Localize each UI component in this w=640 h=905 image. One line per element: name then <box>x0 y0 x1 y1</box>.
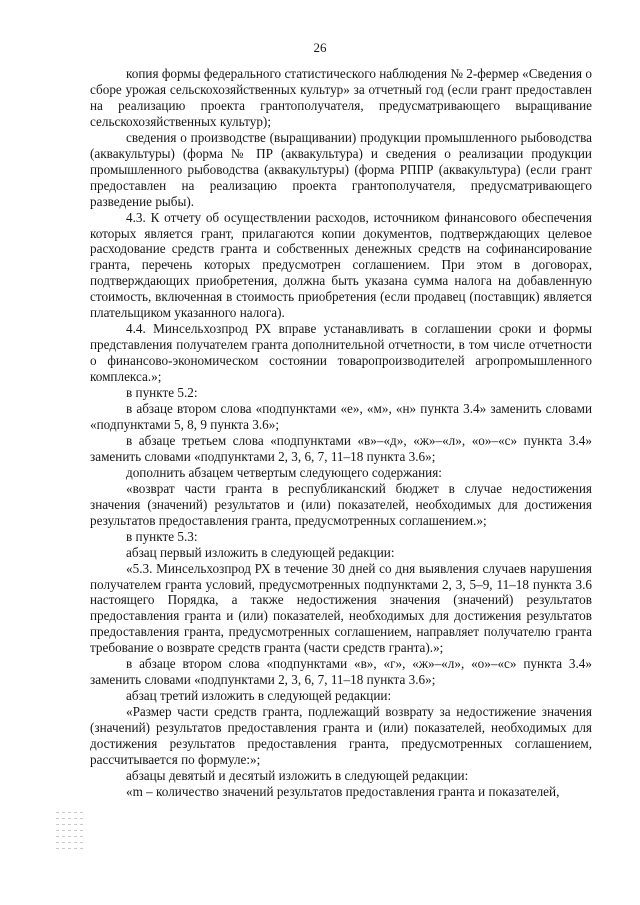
paragraph-5-2-third: в абзаце третьем слова «подпунктами «в»–«д», «ж»–«л», «о»–«с» пункта 3.4» заменить словами «подпунктами 2, 3, 6, 7, 11–18 пункта 3.6»; <box>90 432 592 464</box>
paragraph-return-amount: «Размер части средств гранта, подлежащий возврату за недостижение значения (значений) результатов предоставления гранта и (или) показателей, необходимых для достижения результатов предоставления гранта, предусмотренных соглашением, рассчитывается по формуле:»; <box>90 704 592 767</box>
paragraph-5-3-second: в абзаце втором слова «подпунктами «в», «г», «ж»–«л», «о»–«с» пункта 3.4» заменить словами «подпунктами 2, 3, 6, 7, 11–18 пункта 3.6»; <box>90 656 592 688</box>
paragraph-m-definition: «m – количество значений результатов предоставления гранта и показателей, <box>126 783 560 799</box>
paragraph-point-5-2: в пункте 5.2: <box>126 385 198 401</box>
paragraph-4-3: 4.3. К отчету об осуществлении расходов, источником финансового обеспечения которых является грант, прилагаются копии документов, подтверждающих целевое расходование средств гранта и собственных денежных средств на софинансирование гранта, перечень которых предусмотрен соглашением. При этом в договорах, подтверждающих приобретения, должна быть указана сумма налога на добавленную стоимость, включенная в стоимость приобретения (если продавец (поставщик) является плательщиком указанного налога). <box>90 209 592 321</box>
paragraph-aquaculture-info: сведения о производстве (выращивании) продукции промышленного рыбоводства (аквакультуры) (форма № ПР (аквакультура) и сведения о реализации продукции промышленного рыбоводства (аквакультуры) (форма РППР (аквакультура) (если грант предоставлен на реализацию проекта грантополучателя, предусматривающего разведение рыбы). <box>90 129 592 209</box>
paragraph-5-2-second: в абзаце втором слова «подпунктами «е», «м», «н» пункта 3.4» заменить словами «подпунктами 5, 8, 9 пункта 3.6»; <box>90 401 592 432</box>
scan-margin-mark <box>56 812 86 864</box>
paragraph-4-4: 4.4. Минсельхозпрод РХ вправе устанавливать в соглашении сроки и формы представления получателем гранта дополнительной отчетности, в том числе отчетности о финансово-экономическом состоянии товаропроизводителей агропромышленного комплекса.»; <box>90 321 592 385</box>
paragraph-point-5-3: в пункте 5.3: <box>126 528 198 544</box>
paragraph-5-3-text: «5.3. Минсельхозпрод РХ в течение 30 дней со дня выявления случаев нарушения получателем гранта условий, предусмотренных подпунктами 2, 3, 5–9, 11–18 пункта 3.6 настоящего Порядка, а также недостижения значения (значений) результатов предоставления гранта и (или) показателей, необходимых для достижения результатов предоставления гранта, предусмотренных соглашением, направляет получателю гранта требование о возврате средств гранта (части средств гранта).»; <box>90 560 592 656</box>
paragraph-add-fourth: дополнить абзацем четвертым следующего содержания: <box>126 464 442 480</box>
paragraph-form-2-fermer: копия формы федерального статистического наблюдения № 2-фермер «Сведения о сборе урожая сельскохозяйственных культур» за отчетный год (если грант предоставлен на реализацию проекта грантополучателя, предусматривающего выращивание сельскохозяйственных культур); <box>90 66 592 129</box>
paragraph-ninth-tenth: абзацы девятый и десятый изложить в следующей редакции: <box>126 767 469 783</box>
paragraph-third-new-edition: абзац третий изложить в следующей редакции: <box>126 688 392 704</box>
document-body <box>90 66 592 800</box>
paragraph-first-new-edition: абзац первый изложить в следующей редакции: <box>126 544 395 560</box>
page-number: 26 <box>313 40 327 55</box>
paragraph-grant-return: «возврат части гранта в республиканский бюджет в случае недостижения значения (значений) результатов и (или) показателей, необходимых для достижения результатов предоставления гранта, предусмотренных соглашением.»; <box>90 480 592 528</box>
